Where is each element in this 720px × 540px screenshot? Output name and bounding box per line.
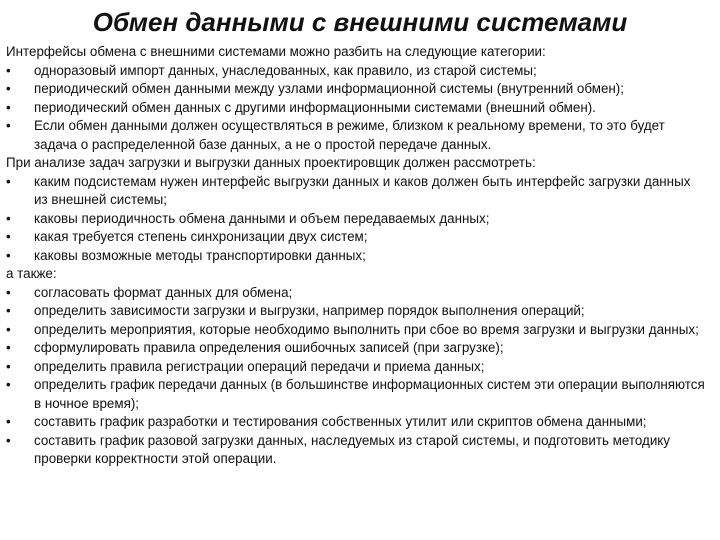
bullet-icon: •	[6, 432, 11, 448]
bullet-icon: •	[6, 321, 11, 337]
categories-list	[6, 62, 706, 155]
list-item-text: периодический обмен данными между узлами информационной системы (внутренний обмен);	[34, 81, 624, 96]
list-item	[6, 210, 706, 229]
list-item-text: каким подсистемам нужен интерфейс выгрузки данных и каков должен быть интерфейс загрузки данных из внешней системы;	[34, 173, 691, 207]
list-item-text: сформулировать правила определения ошибочных записей (при загрузке);	[34, 340, 504, 355]
list-item-text: каковы периодичность обмена данными и объем передаваемых данных;	[34, 210, 490, 226]
list-item-text: составить график разработки и тестирования собственных утилит или скриптов обмена данными;	[34, 414, 647, 429]
list-item-text: определить мероприятия, которые необходимо выполнить при сбое во время загрузки и выгрузки данных;	[34, 321, 699, 337]
bullet-icon: •	[6, 303, 11, 318]
list-item	[6, 321, 706, 340]
list-item	[6, 339, 706, 358]
list-item	[6, 302, 706, 321]
bullet-icon: •	[6, 284, 11, 300]
list-item	[6, 432, 706, 469]
list-item-text: определить правила регистрации операций передачи и приема данных;	[34, 358, 485, 374]
list-item	[6, 376, 706, 413]
bullet-icon: •	[6, 62, 11, 78]
bullet-icon: •	[6, 377, 11, 392]
list-item-text: согласовать формат данных для обмена;	[34, 284, 293, 300]
bullet-icon: •	[6, 229, 11, 244]
list-item	[6, 228, 706, 247]
bullet-icon: •	[6, 340, 11, 355]
bullet-icon: •	[6, 118, 11, 133]
bullet-icon: •	[6, 210, 11, 226]
bullet-icon: •	[6, 414, 11, 429]
list-item	[6, 173, 706, 210]
bullet-icon: •	[6, 173, 11, 189]
intro-paragraph: Интерфейсы обмена с внешними системами можно разбить на следующие категории:	[6, 44, 546, 59]
slide-title: Обмен данными с внешними системами	[92, 7, 628, 37]
list-item	[6, 247, 706, 266]
bullet-icon: •	[6, 81, 11, 96]
bullet-icon: •	[6, 247, 11, 263]
list-item-text: определить график передачи данных (в большинстве информационных систем эти операции выполняются в ночное время);	[34, 377, 705, 411]
list-item	[6, 117, 706, 154]
list-item-text: периодический обмен данных с другими информационными системами (внешний обмен).	[34, 99, 596, 115]
list-item-text: определить зависимости загрузки и выгрузки, например порядок выполнения операций;	[34, 303, 585, 318]
list-item	[6, 80, 706, 99]
list-item-text: Если обмен данными должен осуществляться в режиме, близком к реальному времени, то это будет задача о распределенной базе данных, а не о простой передаче данных.	[34, 118, 665, 152]
list-item	[6, 62, 706, 81]
slide-body	[6, 43, 706, 469]
also-list	[6, 284, 706, 469]
list-item	[6, 358, 706, 377]
also-label: а также:	[6, 266, 57, 281]
list-item-text: одноразовый импорт данных, унаследованных, как правило, из старой системы;	[34, 62, 537, 78]
list-item-text: каковы возможные методы транспортировки данных;	[34, 247, 366, 263]
list-item-text: составить график разовой загрузки данных, наследуемых из старой системы, и подготовить методику проверки корректности этой операции.	[34, 432, 671, 466]
bullet-icon: •	[6, 99, 11, 115]
analysis-list	[6, 173, 706, 266]
analysis-paragraph: При анализе задач загрузки и выгрузки данных проектировщик должен рассмотреть:	[6, 155, 536, 170]
list-item	[6, 413, 706, 432]
list-item-text: какая требуется степень синхронизации двух систем;	[34, 229, 368, 244]
list-item	[6, 99, 706, 118]
bullet-icon: •	[6, 358, 11, 374]
list-item	[6, 284, 706, 303]
